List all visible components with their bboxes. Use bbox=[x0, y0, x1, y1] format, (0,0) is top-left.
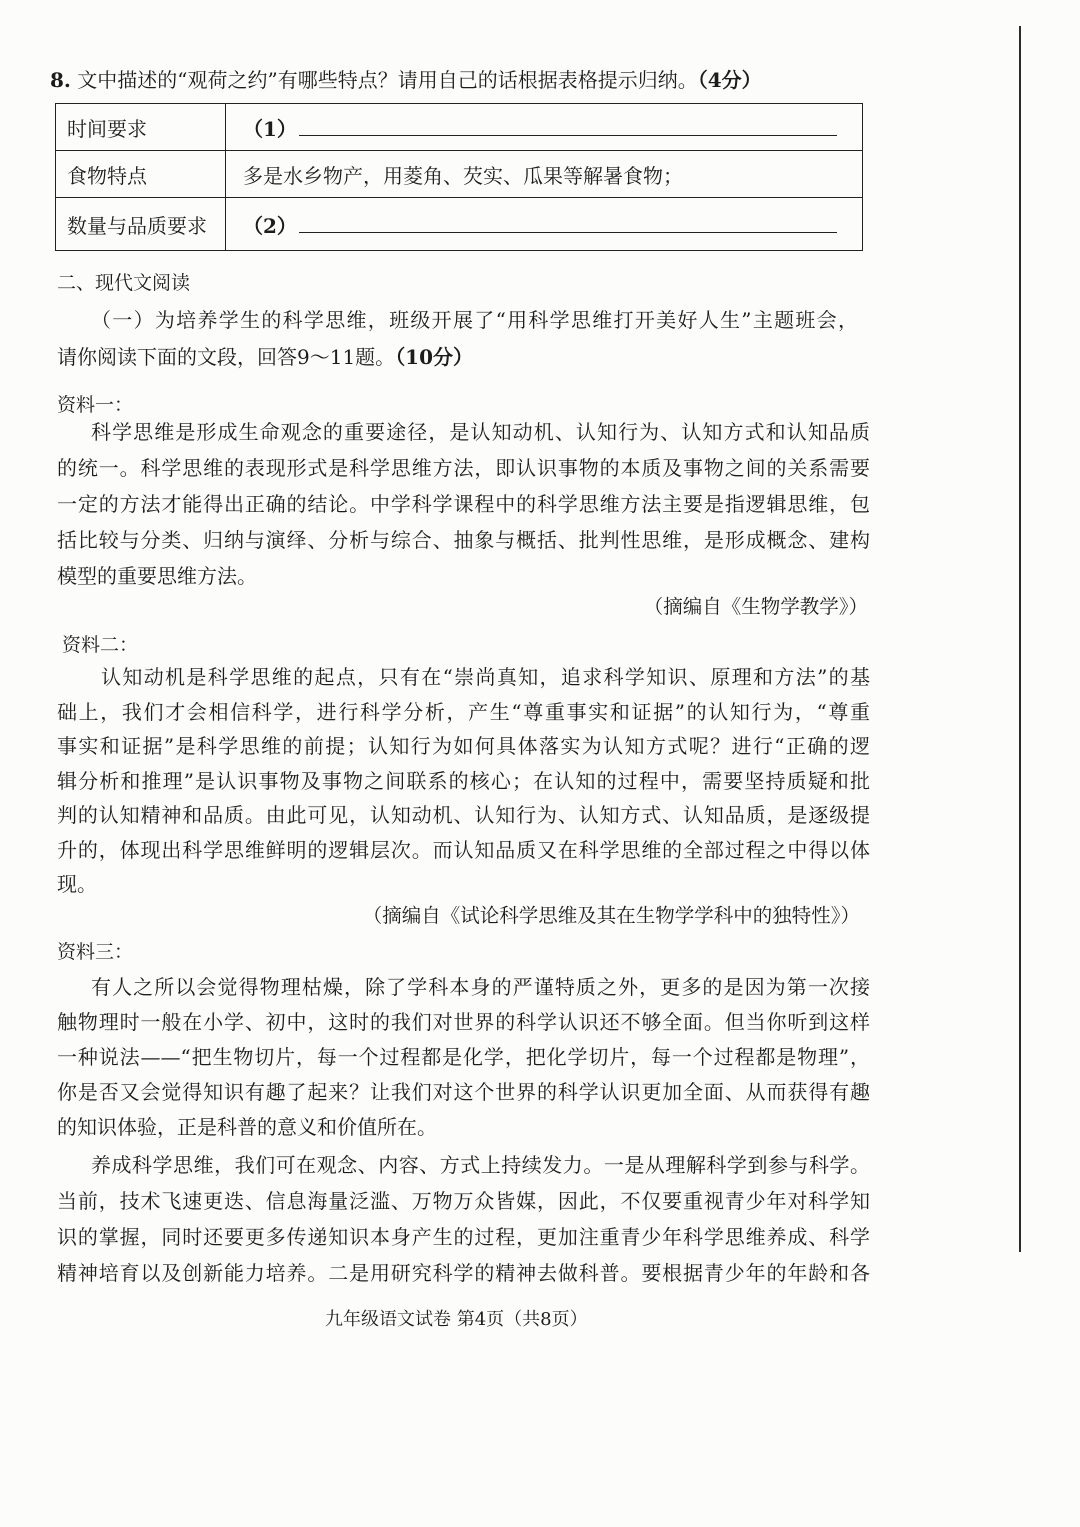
material-2-heading: 资料二： bbox=[62, 634, 139, 656]
table-row bbox=[56, 198, 863, 251]
text-line: （一）为培养学生的科学思维，班级开展了“用科学思维打开美好人生”主题班会， bbox=[91, 308, 858, 332]
text-line: 判的认知精神和品质。由此可见，认知动机、认知行为、认知方式、认知品质，是逐级提 bbox=[57, 803, 870, 827]
section-title: 二、现代文阅读 bbox=[57, 272, 191, 294]
page-margin-line bbox=[1019, 26, 1021, 1252]
question-score: （4分） bbox=[697, 68, 762, 92]
text-line: 认知动机是科学思维的起点，只有在“崇尚真知，追求科学知识、原理和方法”的基 bbox=[101, 665, 870, 689]
row-label: 食物特点 bbox=[56, 151, 226, 198]
intro-score: （10分） bbox=[395, 345, 474, 369]
text-line: 科学思维是形成生命观念的重要途径，是认知动机、认知行为、认知方式和认知品质 bbox=[91, 420, 870, 444]
text-line: 升的，体现出科学思维鲜明的逻辑层次。而认知品质又在科学思维的全部过程之中得以体 bbox=[57, 837, 870, 862]
text-line: 的知识体验，正是科普的意义和价值所在。 bbox=[57, 1115, 437, 1139]
text-line: 础上，我们才会相信科学，进行科学分析，产生“尊重事实和证据”的认知行为，“尊重 bbox=[57, 699, 870, 724]
material-2-body bbox=[57, 660, 870, 902]
material-1-body bbox=[57, 414, 870, 594]
blank-number: （2） bbox=[243, 213, 297, 238]
text-line: 一定的方法才能得出正确的结论。中学科学课程中的科学思维方法主要是指逻辑思维，包 bbox=[57, 492, 870, 516]
answer-blank bbox=[299, 135, 837, 136]
text-line: 括比较与分类、归纳与演绎、分析与综合、抽象与概括、批判性思维，是形成概念、建构 bbox=[57, 528, 870, 552]
question-8-prompt bbox=[50, 65, 762, 95]
row-label: 数量与品质要求 bbox=[56, 198, 226, 251]
page-footer: 九年级语文试卷 第4页（共8页） bbox=[325, 1309, 588, 1330]
material-2-source: （摘编自《试论科学思维及其在生物学学科中的独特性》） bbox=[362, 904, 860, 927]
text-line: 精神培育以及创新能力培养。二是用研究科学的精神去做科普。要根据青少年的年龄和各 bbox=[57, 1261, 870, 1285]
blank-number: （1） bbox=[243, 116, 297, 141]
answer-blank bbox=[299, 232, 837, 233]
text-line: 你是否又会觉得知识有趣了起来？让我们对这个世界的科学认识更加全面、从而获得有趣 bbox=[57, 1080, 870, 1104]
row-answer bbox=[226, 104, 863, 151]
table-row bbox=[56, 104, 863, 151]
answer-table bbox=[55, 103, 863, 251]
material-3-paragraph-1 bbox=[57, 970, 870, 1145]
text-line: 当前，技术飞速更迭、信息海量泛滥、万物万众皆媒，因此，不仅要重视青少年对科学知 bbox=[57, 1189, 870, 1213]
material-1-source: （摘编自《生物学教学》） bbox=[643, 595, 868, 618]
text-line: 触物理时一般在小学、初中，这时的我们对世界的科学认识还不够全面。但当你听到这样 bbox=[57, 1010, 870, 1034]
text-line: 识的掌握，同时还要更多传递知识本身产生的过程，更加注重青少年科学思维养成、科学 bbox=[57, 1225, 870, 1249]
section-intro bbox=[57, 302, 858, 376]
text-line: 事实和证据”是科学思维的前提；认知行为如何具体落实为认知方式呢？进行“正确的逻 bbox=[57, 734, 870, 758]
text-line: 一种说法——“把生物切片，每一个过程都是化学，把化学切片，每一个过程都是物理”， bbox=[57, 1045, 870, 1069]
intro-text: 请你阅读下面的文段，回答9～11题。 bbox=[57, 345, 396, 369]
text-line: 辑分析和推理”是认识事物及事物之间联系的核心；在认知的过程中，需要坚持质疑和批 bbox=[57, 768, 870, 793]
row-content: 多是水乡物产，用菱角、芡实、瓜果等解暑食物； bbox=[226, 151, 863, 198]
text-line bbox=[57, 339, 858, 376]
question-number: 8. bbox=[50, 68, 71, 92]
text-line: 养成科学思维，我们可在观念、内容、方式上持续发力。一是从理解科学到参与科学。 bbox=[91, 1153, 870, 1177]
question-text: 文中描述的“观荷之约”有哪些特点？请用自己的话根据表格提示归纳。 bbox=[77, 68, 698, 92]
row-answer bbox=[226, 198, 863, 251]
material-3-heading: 资料三： bbox=[57, 941, 134, 963]
material-1-heading: 资料一： bbox=[57, 394, 134, 416]
row-label: 时间要求 bbox=[56, 104, 226, 151]
text-line: 的统一。科学思维的表现形式是科学思维方法，即认识事物的本质及事物之间的关系需要 bbox=[57, 456, 870, 480]
material-3-paragraph-2 bbox=[57, 1147, 870, 1291]
text-line: 有人之所以会觉得物理枯燥，除了学科本身的严谨特质之外，更多的是因为第一次接 bbox=[91, 975, 870, 999]
text-line: 模型的重要思维方法。 bbox=[57, 564, 257, 588]
text-line: 现。 bbox=[57, 872, 97, 896]
table-row bbox=[56, 151, 863, 198]
